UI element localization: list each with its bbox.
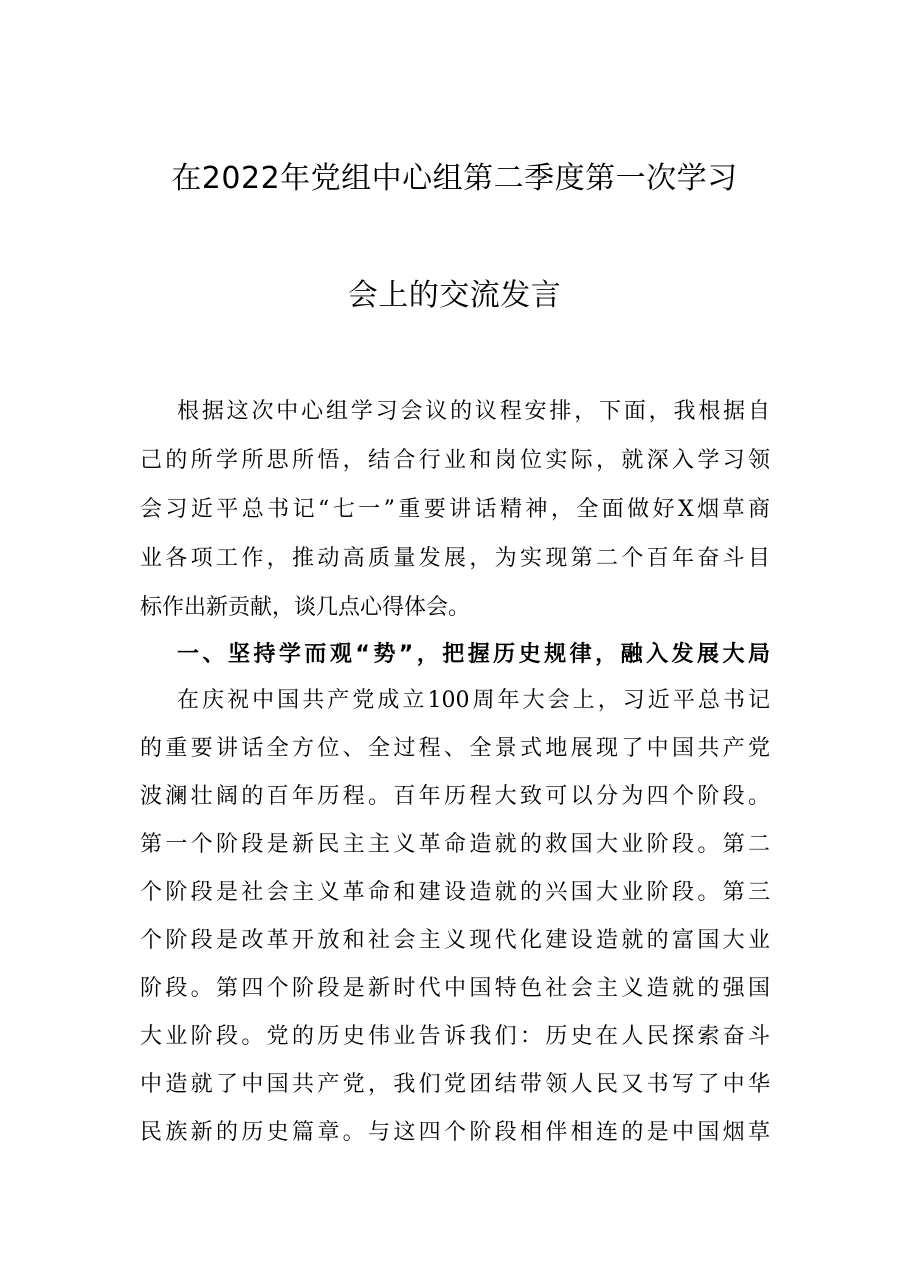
section-body-line: 波澜壮阔的百年历程。百年历程大致可以分为四个阶段。 [140, 784, 770, 809]
intro-line: 己的所学所思所悟，结合行业和岗位实际，就深入学习领 [140, 448, 770, 473]
section-body-line: 在庆祝中国共产党成立100周年大会上，习近平总书记 [177, 688, 770, 713]
section-heading: 一、坚持学而观“势”，把握历史规律，融入发展大局 [177, 642, 770, 667]
intro-line: 根据这次中心组学习会议的议程安排，下面，我根据自 [177, 399, 770, 424]
section-body-line: 大业阶段。党的历史伟业告诉我们：历史在人民探索奋斗 [140, 1024, 770, 1049]
document-title-line-2: 会上的交流发言 [347, 278, 562, 313]
section-body-line: 个阶段是社会主义革命和建设造就的兴国大业阶段。第三 [140, 880, 770, 905]
document-title-line-1: 在2022年党组中心组第二季度第一次学习 [171, 161, 738, 196]
section-body-line: 阶段。第四个阶段是新时代中国特色社会主义造就的强国 [140, 976, 770, 1001]
section-body-line: 第一个阶段是新民主主义革命造就的救国大业阶段。第二 [140, 832, 770, 857]
section-body-line: 民族新的历史篇章。与这四个阶段相伴相连的是中国烟草 [140, 1120, 770, 1145]
intro-line: 会习近平总书记“七一”重要讲话精神，全面做好X烟草商 [140, 497, 770, 522]
intro-line: 标作出新贡献，谈几点心得体会。 [140, 595, 471, 620]
section-body-line: 中造就了中国共产党，我们党团结带领人民又书写了中华 [140, 1072, 770, 1097]
section-body-line: 的重要讲话全方位、全过程、全景式地展现了中国共产党 [140, 736, 770, 761]
section-body-line: 个阶段是改革开放和社会主义现代化建设造就的富国大业 [140, 928, 770, 953]
intro-line: 业各项工作，推动高质量发展，为实现第二个百年奋斗目 [140, 546, 770, 571]
